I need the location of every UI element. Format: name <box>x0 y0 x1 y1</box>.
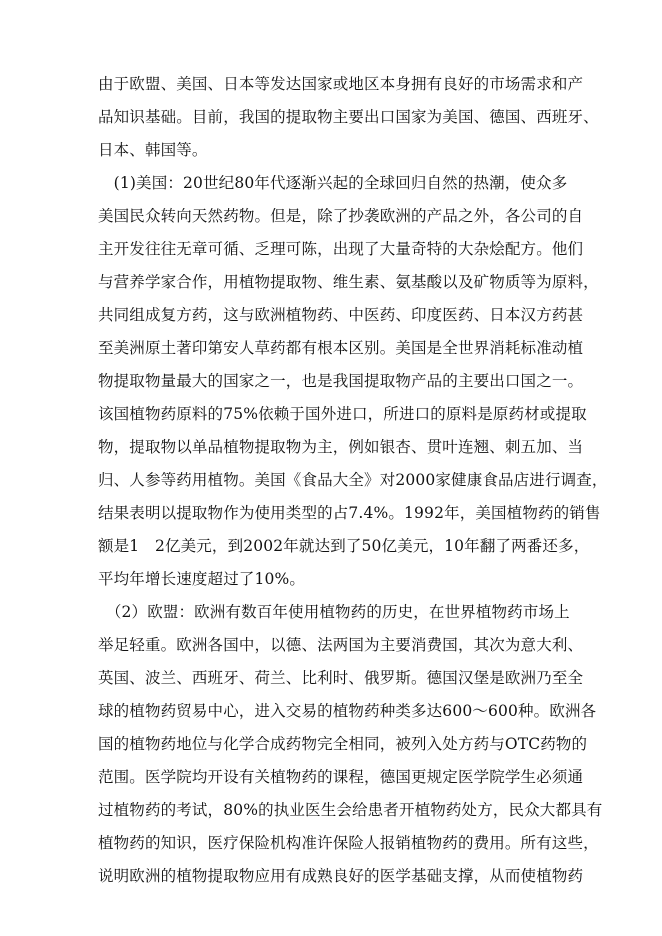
text-line: 共同组成复方药，这与欧洲植物药、中医药、印度医药、日本汉方药甚 <box>98 306 584 324</box>
text-line: 至美洲原土著印第安人草药都有根本区别。美国是全世界消耗标准动植 <box>98 339 584 357</box>
text-line: 物提取物量最大的国家之一，也是我国提取物产品的主要出口国之一。 <box>98 372 584 390</box>
text-line: 额是1 2亿美元，到2002年就达到了50亿美元，10年翻了两番还多， <box>98 537 590 555</box>
text-line: (1)美国：20世纪80年代逐渐兴起的全球回归自然的热潮，使众多 <box>98 174 568 192</box>
text-line: 说明欧洲的植物提取物应用有成熟良好的医学基础支撑，从而使植物药 <box>98 867 584 885</box>
text-line: 球的植物药贸易中心，进入交易的植物药种类多达600～600种。欧洲各 <box>98 702 597 720</box>
text-line: 品知识基础。目前，我国的提取物主要出口国家为美国、德国、西班牙、 <box>98 108 599 126</box>
text-line: 与营养学家合作，用植物提取物、维生素、氨基酸以及矿物质等为原料， <box>98 273 599 291</box>
text-line: 植物药的知识，医疗保险机构准许保险人报销植物药的费用。所有这些， <box>98 834 599 852</box>
text-line: 归、人参等药用植物。美国《食品大全》对2000家健康食品店进行调查， <box>98 471 608 489</box>
text-line: 范围。医学院均开设有关植物药的课程，德国更规定医学院学生必须通 <box>98 768 584 786</box>
text-line: 结果表明以提取物作为使用类型的占7.4%。1992年，美国植物药的销售 <box>98 504 601 522</box>
text-line: 该国植物药原料的75%依赖于国外进口，所进口的原料是原药材或提取 <box>98 405 587 423</box>
text-line: 由于欧盟、美国、日本等发达国家或地区本身拥有良好的市场需求和产 <box>98 75 584 93</box>
text-line: 美国民众转向天然药物。但是，除了抄袭欧洲的产品之外，各公司的自 <box>98 207 584 225</box>
text-line: 平均年增长速度超过了10%。 <box>98 570 306 588</box>
text-line: 举足轻重。欧洲各国中，以德、法两国为主要消费国，其次为意大利、 <box>98 636 584 654</box>
text-line: （2）欧盟：欧洲有数百年使用植物药的历史，在世界植物药市场上 <box>98 603 570 621</box>
text-line: 主开发往往无章可循、乏理可陈，出现了大量奇特的大杂烩配方。他们 <box>98 240 584 258</box>
text-line: 日本、韩国等。 <box>98 141 208 159</box>
text-line: 过植物药的考试，80%的执业医生会给患者开植物药处方，民众大都具有 <box>98 801 603 819</box>
text-line: 国的植物药地位与化学合成药物完全相同，被列入处方药与OTC药物的 <box>98 735 588 753</box>
text-line: 物，提取物以单品植物提取物为主，例如银杏、贯叶连翘、刺五加、当 <box>98 438 584 456</box>
text-line: 英国、波兰、西班牙、荷兰、比利时、俄罗斯。德国汉堡是欧洲乃至全 <box>98 669 584 687</box>
